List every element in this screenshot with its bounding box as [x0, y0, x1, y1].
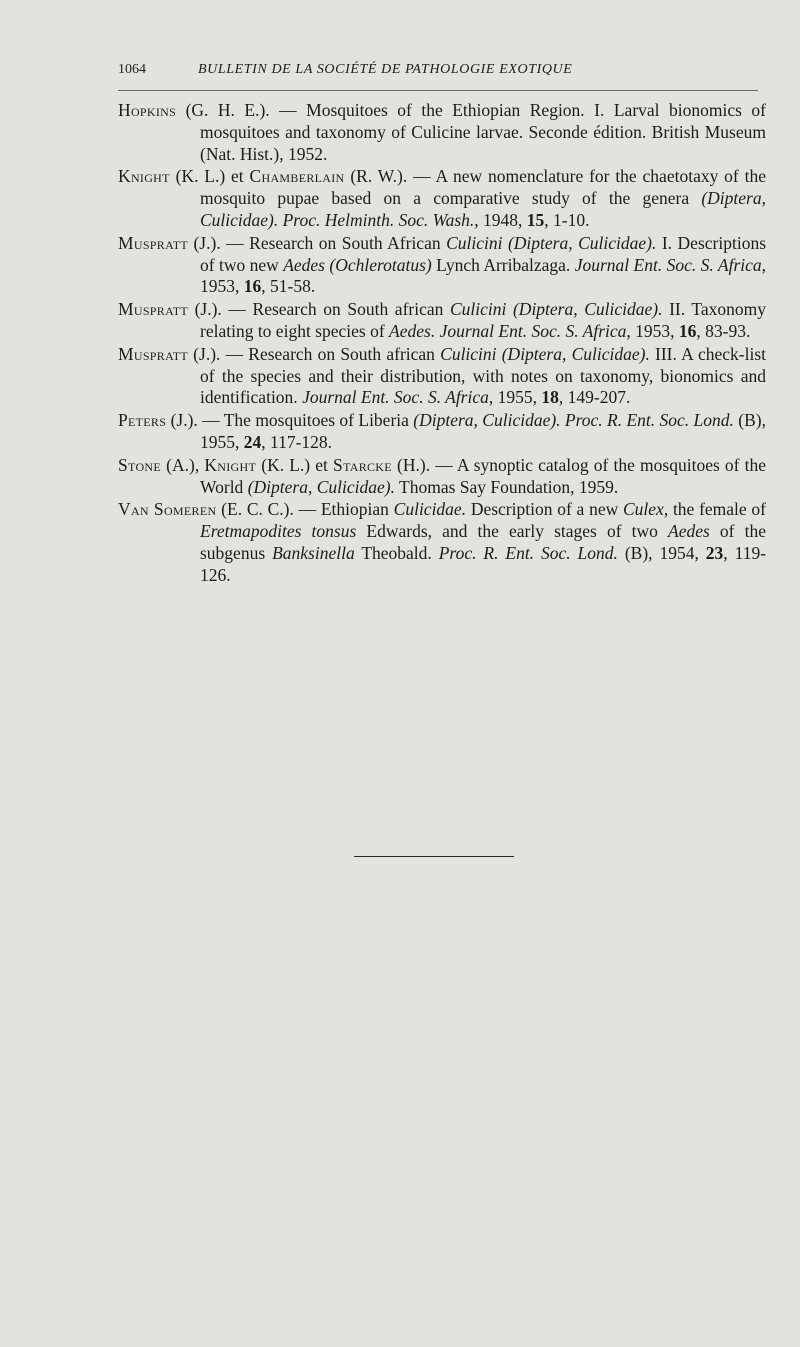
reference-text: Eretmapodites tonsus — [200, 521, 357, 542]
reference-text: , 149-207. — [558, 387, 631, 408]
reference-text: Culicidae. — [393, 499, 467, 520]
reference-text: , 119-126. — [200, 542, 767, 585]
reference-text: , the female of — [663, 499, 766, 520]
reference-entry — [118, 344, 766, 409]
reference-text: III. A check-list of the species and their distribution, with notes on taxonomy, bionomics and identification. — [200, 343, 767, 408]
reference-coauthor: Starcke — [333, 454, 392, 475]
reference-text: Lynch Arribalzaga. — [431, 254, 575, 275]
reference-entry — [118, 100, 766, 165]
reference-text: (B), 1955, — [200, 410, 767, 452]
reference-text: , 117-128. — [261, 431, 333, 452]
reference-text: (R. W.). — A new nomenclature for the chaetotaxy of the mosquito pupae based on a comparative study of the genera — [200, 166, 766, 209]
reference-text: , 1-10. — [544, 209, 590, 230]
reference-entry — [118, 455, 766, 499]
running-title: BULLETIN DE LA SOCIÉTÉ DE PATHOLOGIE EXOTIQUE — [198, 62, 573, 77]
reference-text: , 83-93. — [696, 320, 751, 341]
reference-text: of the subgenus — [200, 521, 766, 563]
reference-text: , 1948, — [474, 209, 527, 230]
reference-text: Thomas Say Foundation, 1959. — [394, 476, 619, 497]
reference-text: 15 — [526, 209, 545, 230]
reference-text: (H.). — A synoptic catalog of the mosquitoes of the World — [200, 454, 766, 497]
reference-text: Culicini (Diptera, Culicidae). — [449, 299, 663, 320]
reference-text: 16 — [243, 276, 262, 297]
reference-text: 18 — [541, 387, 559, 408]
page-number: 1064 — [118, 62, 146, 77]
reference-coauthor: Chamberlain — [249, 166, 345, 187]
reference-text: Culex — [622, 499, 664, 520]
reference-text: Theobald. — [354, 542, 439, 563]
reference-text: , 1953, — [626, 320, 679, 341]
reference-text: (G. H. E.). — Mosquitoes of the Ethiopian Region. I. Larval bionomics of mosquitoes and taxonomy of Culicine larvae. Seconde édition. British Museum (Nat. Hist.), 1952. — [176, 100, 766, 164]
reference-text: Banksinella — [272, 542, 355, 563]
reference-text: (J.). — Research on South african — [187, 343, 441, 364]
reference-text: 16 — [678, 320, 697, 341]
reference-text: , 1953, — [200, 254, 767, 297]
end-rule — [354, 856, 514, 857]
reference-text: (J.). — Research on South african — [187, 299, 450, 320]
reference-author: Knight — [118, 166, 170, 187]
reference-text: (E. C. C.). — Ethiopian — [216, 499, 394, 520]
reference-text: (B), 1954, — [617, 542, 706, 563]
reference-author: Muspratt — [118, 343, 188, 364]
reference-text: Journal Ent. Soc. S. Africa — [302, 387, 489, 408]
reference-text: Aedes — [668, 521, 710, 542]
reference-text: (Diptera, Culicidae). Proc. R. Ent. Soc. Lond. — [413, 410, 734, 431]
reference-text: II. Taxonomy relating to eight species of — [200, 299, 767, 341]
reference-text: (A.), — [161, 454, 205, 475]
reference-coauthor: Knight — [204, 454, 257, 475]
reference-text: Edwards, and the early stages of two — [356, 521, 669, 542]
reference-text: (Diptera, Culicidae). Proc. Helminth. Soc. Wash. — [200, 188, 766, 230]
reference-text: (K. L.) et — [169, 166, 250, 187]
reference-text: (J.). — Research on South African — [187, 232, 447, 253]
reference-entry — [118, 410, 766, 454]
page-header — [118, 56, 758, 91]
reference-text: 24 — [243, 431, 262, 452]
reference-list — [118, 100, 766, 588]
reference-author: Muspratt — [118, 299, 188, 320]
reference-text: Aedes. Journal Ent. Soc. S. Africa — [389, 320, 627, 341]
reference-text: (K. L.) et — [256, 454, 334, 475]
reference-text: , 1955, — [488, 387, 542, 408]
reference-text: Description of a new — [466, 499, 623, 520]
reference-text: Proc. R. Ent. Soc. Lond. — [438, 542, 618, 563]
reference-author: Hopkins — [118, 100, 177, 120]
reference-text: 23 — [705, 542, 724, 563]
reference-text: I. Descriptions of two new — [200, 232, 766, 275]
reference-entry — [118, 233, 766, 298]
reference-author: Van Someren — [118, 499, 217, 520]
reference-text: Aedes (Ochlerotatus) — [283, 254, 432, 275]
reference-text: , 51-58. — [261, 276, 316, 297]
reference-author: Muspratt — [118, 232, 188, 253]
reference-text: Culicini (Diptera, Culicidae). — [446, 232, 657, 253]
reference-entry — [118, 499, 766, 586]
reference-text: Culicini (Diptera, Culicidae). — [440, 343, 650, 364]
reference-author: Peters — [118, 410, 167, 431]
reference-text: Journal Ent. Soc. S. Africa — [574, 254, 762, 275]
reference-author: Stone — [118, 454, 162, 475]
reference-entry — [118, 166, 766, 231]
reference-text: (J.). — The mosquitoes of Liberia — [166, 410, 414, 431]
reference-entry — [118, 299, 766, 343]
reference-text: (Diptera, Culicidae). — [247, 476, 395, 497]
